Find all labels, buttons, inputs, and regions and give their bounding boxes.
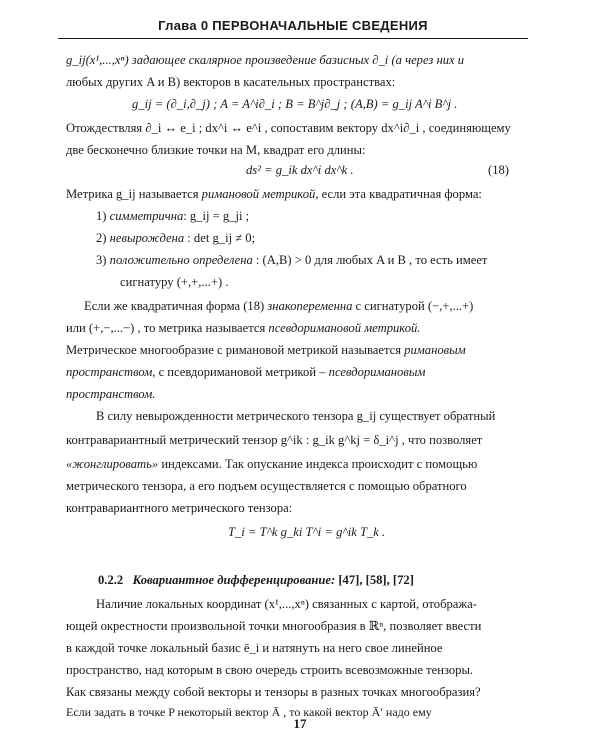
text-line: Отождествляя ∂_i ↔ e_i ; dx^i ↔ e^i , сопоставим вектору dx^i∂_i , соединяющему xyxy=(66,121,511,135)
equation-line: g_ij = (∂_i,∂_j) ; A = A^i∂_i ; B = B^j∂_j ; (A,B) = g_ij A^i B^j . xyxy=(132,97,458,111)
text-line: или (+,−,...−) , то метрика называется псевдоримановой метрикой. xyxy=(66,321,421,335)
text-line: пространством, с псевдоримановой метрикой – псевдоримановым xyxy=(66,365,426,379)
text-line: ющей окрестности произвольной точки многообразия в ℝⁿ, позволяет ввести xyxy=(66,619,482,633)
header-rule xyxy=(58,38,528,39)
text-line: контравариантный метрический тензор g^ik : g_ik g^kj = δ_i^j , что позволяет xyxy=(66,433,483,447)
equation-18: ds² = g_ik dx^i dx^k . xyxy=(246,163,354,177)
running-header: Глава 0 ПЕРВОНАЧАЛЬНЫЕ СВЕДЕНИЯ xyxy=(158,18,428,33)
text-line: В силу невырожденности метрического тензора g_ij существует обратный xyxy=(96,409,496,423)
equation-number: (18) xyxy=(488,163,509,177)
text-line: Если задать в точке P некоторый вектор Ā , то какой вектор Ā′ надо ему xyxy=(66,705,432,719)
text-line: Метрика g_ij называется римановой метрикой, если эта квадратичная форма: xyxy=(66,187,482,201)
text-line: Наличие локальных координат (x¹,...,xⁿ) связанных с картой, отобража- xyxy=(96,597,477,611)
page-number: 17 xyxy=(293,716,307,731)
equation-line: T_i = T^k g_ki T^i = g^ik T_k . xyxy=(228,525,386,539)
section-heading: 0.2.2 Ковариантное дифференцирование: [47], [58], [72] xyxy=(98,573,414,587)
text-line: метрического тензора, а его подъем осуществляется с помощью обратного xyxy=(66,479,467,493)
text-line: Если же квадратичная форма (18) знакопеременна с сигнатурой (−,+,...+) xyxy=(84,299,474,313)
text-line: две бесконечно близкие точки на M, квадрат его длины: xyxy=(66,143,366,157)
list-item: 1) симметрична: g_ij = g_ji ; xyxy=(96,209,250,223)
text-line: Метрическое многообразие с римановой метрикой называется римановым xyxy=(66,343,466,357)
text-line: пространством. xyxy=(66,387,156,401)
text-line: любых других A и B) векторов в касательных пространствах: xyxy=(66,75,396,89)
list-item: 2) невырождена : det g_ij ≠ 0; xyxy=(96,231,256,245)
list-item: 3) положительно определена : (A,B) > 0 для любых A и B , то есть имеет xyxy=(96,253,488,267)
text-line: g_ij(x¹,...,xⁿ) задающее скалярное произведение базисных ∂_i (а через них и xyxy=(66,53,465,67)
text-line: пространство, над которым в свою очередь строить всевозможные тензоры. xyxy=(66,663,474,677)
text-line: сигнатуру (+,+,...+) . xyxy=(120,275,229,289)
text-line: Как связаны между собой векторы и тензоры в разных точках многообразия? xyxy=(66,685,481,699)
text-line: в каждой точке локальный базис ē_i и натянуть на него свое линейное xyxy=(66,641,443,655)
text-line: «жонглировать» индексами. Так опускание индекса происходит с помощью xyxy=(66,457,478,471)
text-line: контравариантного метрического тензора: xyxy=(66,501,293,515)
